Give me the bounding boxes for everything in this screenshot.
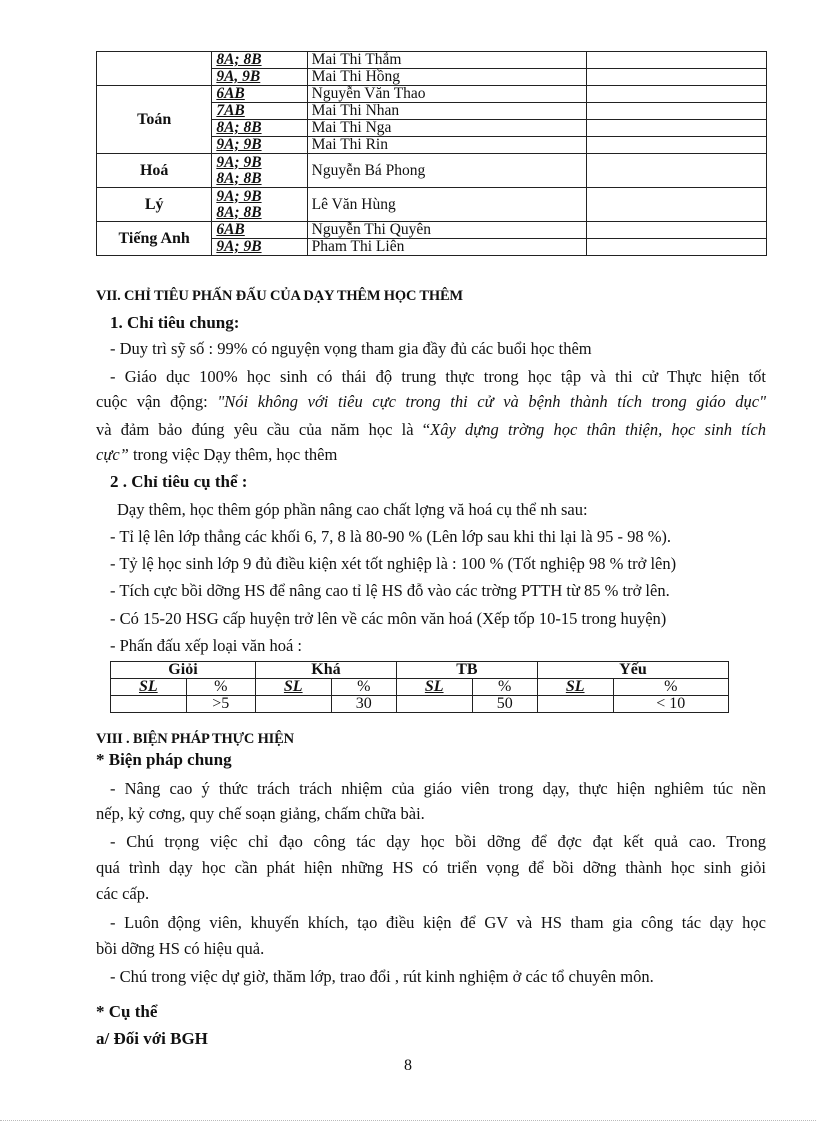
teacher-name: Lê Văn Hùng: [307, 188, 587, 222]
teacher-name: Nguyễn Thi Quyên: [307, 222, 587, 239]
paragraph: [96, 392, 766, 412]
note-cell: [587, 69, 767, 86]
text-run: và đảm bảo đúng yêu cầu của năm học là “: [96, 420, 431, 439]
class-line: 9A; 9B: [216, 153, 262, 171]
table-row: [97, 188, 767, 222]
paragraph: bồi dỡng HS có hiệu quả.: [96, 939, 265, 958]
class-cell: [212, 188, 307, 222]
paragraph: [96, 445, 766, 465]
class-cell: 9A; 9B: [212, 239, 307, 256]
value-cell: 30: [331, 696, 396, 713]
specific-target-heading: 2 . Chỉ tiêu cụ thể :: [110, 472, 248, 491]
header-cell: Khá: [255, 662, 396, 679]
note-cell: [587, 137, 767, 154]
italic-quote: cực”: [96, 445, 129, 464]
note-cell: [587, 222, 767, 239]
list-item: - Tích cực bồi dỡng HS để nâng cao tỉ lệ HS đỗ vào các trờng PTTH từ 85 % trở lên.: [110, 581, 670, 600]
class-cell: 6AB: [212, 86, 307, 103]
value-cell: 50: [472, 696, 537, 713]
subject-ly: Lý: [97, 188, 212, 222]
paragraph: các cấp.: [96, 884, 150, 903]
table-row: [97, 222, 767, 239]
header-cell: TB: [396, 662, 537, 679]
italic-quote: Xây dựng trờng học thân thiện, học sinh tích: [430, 420, 766, 439]
table-row: [111, 696, 729, 713]
table-row: [97, 52, 767, 69]
value-cell: >5: [186, 696, 255, 713]
table-row: [97, 154, 767, 188]
value-cell: [111, 696, 187, 713]
paragraph: [96, 420, 766, 440]
teacher-name: Mai Thi Hồng: [307, 69, 587, 86]
header-cell: Yếu: [537, 662, 728, 679]
pct-cell: %: [472, 679, 537, 696]
class-cell: 8A; 8B: [212, 120, 307, 137]
paragraph: - Duy trì sỹ số : 99% có nguyện vọng tham gia đầy đủ các buổi học thêm: [110, 339, 592, 358]
note-cell: [587, 154, 767, 188]
text-run: trong việc Dạy thêm, học thêm: [128, 445, 338, 464]
subject-cell-empty: [97, 52, 212, 86]
paragraph: - Chú trọng việc chỉ đạo công tác dạy học bồi dỡng để đợc đạt kết quả cao. Trong: [110, 832, 766, 851]
sl-cell: SL: [111, 679, 187, 696]
section-8-title: VIII . BIỆN PHÁP THỰC HIỆN: [96, 731, 294, 747]
table-row: [111, 679, 729, 696]
note-cell: [587, 103, 767, 120]
sl-cell: SL: [396, 679, 472, 696]
italic-quote: "Nói không với tiêu cực trong thi cử và bệnh thành tích trong giáo dục": [217, 392, 767, 411]
list-item: - Có 15-20 HSG cấp huyện trở lên về các môn văn hoá (Xếp tốp 10-15 trong huyện): [110, 609, 667, 628]
specific-measures-heading: * Cụ thể: [96, 1002, 158, 1021]
paragraph: nếp, kỷ cơng, quy chế soạn giảng, chấm chữa bài.: [96, 804, 425, 823]
note-cell: [587, 52, 767, 69]
value-cell: [255, 696, 331, 713]
subject-tienganh: Tiếng Anh: [97, 222, 212, 256]
paragraph: - Giáo dục 100% học sinh có thái độ trung thực trong học tập và thi cử Thực hiện tốt: [110, 367, 766, 386]
teacher-name: Mai Thi Nga: [307, 120, 587, 137]
section-7-title: VII. CHỈ TIÊU PHẤN ĐẤU CỦA DẠY THÊM HỌC THÊM: [96, 288, 463, 304]
teacher-name: Mai Thi Rin: [307, 137, 587, 154]
text-run: cuộc vận động:: [96, 392, 218, 411]
teacher-name: Pham Thi Liên: [307, 239, 587, 256]
bgh-heading: a/ Đối với BGH: [96, 1029, 208, 1048]
teacher-name: Nguyễn Bá Phong: [307, 154, 587, 188]
list-item: - Tỷ lệ học sinh lớp 9 đủ điều kiện xét tốt nghiệp là : 100 % (Tốt nghiệp 98 % trở lên): [110, 554, 677, 573]
sl-cell: SL: [537, 679, 613, 696]
class-line: 8A; 8B: [216, 169, 262, 187]
paragraph: - Luôn động viên, khuyến khích, tạo điều kiện để GV và HS tham gia công tác dạy học: [110, 913, 766, 932]
value-cell: < 10: [613, 696, 729, 713]
pct-cell: %: [331, 679, 396, 696]
class-cell: [212, 154, 307, 188]
table-row: [111, 662, 729, 679]
paragraph: Dạy thêm, học thêm góp phần nâng cao chất lợng vă hoá cụ thể nh sau:: [117, 500, 588, 519]
value-cell: [537, 696, 613, 713]
paragraph: - Chú trong việc dự giờ, thăm lớp, trao đổi , rút kinh nghiệm ở các tổ chuyên môn.: [110, 967, 654, 986]
note-cell: [587, 188, 767, 222]
note-cell: [587, 239, 767, 256]
page-bottom-divider: [0, 1120, 816, 1121]
class-cell: 7AB: [212, 103, 307, 120]
class-cell: 8A; 8B: [212, 52, 307, 69]
general-measures-heading: * Biện pháp chung: [96, 750, 232, 769]
list-item: - Phấn đấu xếp loại văn hoá :: [110, 636, 302, 655]
class-cell: 6AB: [212, 222, 307, 239]
page-number: 8: [404, 1057, 412, 1074]
list-item: - Tỉ lệ lên lớp thẳng các khối 6, 7, 8 là 80-90 % (Lên lớp sau khi thi lại là 95 - 98 %).: [110, 527, 672, 546]
class-cell: 9A; 9B: [212, 137, 307, 154]
general-target-heading: 1. Chỉ tiêu chung:: [110, 313, 240, 332]
teacher-assignment-table: [96, 51, 767, 256]
pct-cell: %: [613, 679, 729, 696]
paragraph: quá trình dạy học cần phát hiện những HS có triển vọng để bồi dỡng thành học sinh giỏi: [96, 858, 766, 877]
note-cell: [587, 120, 767, 137]
value-cell: [396, 696, 472, 713]
class-line: 9A; 9B: [216, 187, 262, 205]
class-line: 8A; 8B: [216, 203, 262, 221]
table-row: [97, 86, 767, 103]
pct-cell: %: [186, 679, 255, 696]
note-cell: [587, 86, 767, 103]
header-cell: Giỏi: [111, 662, 256, 679]
grade-target-table: [110, 661, 729, 713]
teacher-name: Mai Thi Thắm: [307, 52, 587, 69]
subject-hoa: Hoá: [97, 154, 212, 188]
class-cell: 9A, 9B: [212, 69, 307, 86]
teacher-name: Nguyễn Văn Thao: [307, 86, 587, 103]
teacher-name: Mai Thi Nhan: [307, 103, 587, 120]
subject-toan: Toán: [97, 86, 212, 154]
sl-cell: SL: [255, 679, 331, 696]
paragraph: - Nâng cao ý thức trách trách nhiệm của giáo viên trong dạy, thực hiện nghiêm túc nền: [110, 779, 766, 798]
